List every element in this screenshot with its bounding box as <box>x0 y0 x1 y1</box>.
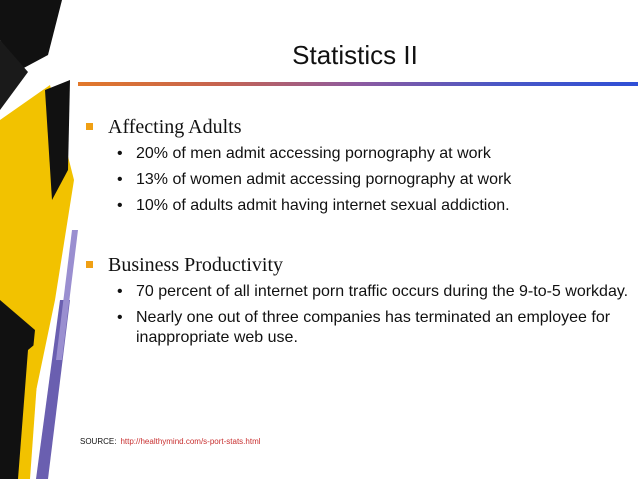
section-business-productivity <box>86 254 629 354</box>
section-heading-label: Affecting Adults <box>108 116 242 138</box>
section-heading <box>86 254 603 280</box>
bullet-dot-icon: • <box>117 197 123 214</box>
list-item <box>114 144 631 164</box>
list-item <box>114 196 631 216</box>
list-item <box>114 308 631 348</box>
square-bullet-icon <box>86 261 93 268</box>
list-item-text: 70 percent of all internet porn traffic occurs during the 9-to-5 workday. <box>136 283 629 300</box>
list-item-text: 13% of women admit accessing pornography at work <box>136 171 512 188</box>
section-heading-label: Business Productivity <box>108 254 284 276</box>
list-item-text: 20% of men admit accessing pornography at work <box>136 145 491 162</box>
source-citation <box>80 437 261 446</box>
list-item-text: 10% of adults admit having internet sexual addiction. <box>136 197 510 214</box>
section-affecting-adults <box>86 116 603 222</box>
title-underline <box>78 82 638 86</box>
bullet-list <box>114 144 631 216</box>
source-link[interactable]: http://healthymind.com/s-port-stats.html <box>120 437 261 446</box>
slide-title: Statistics II <box>292 40 418 70</box>
list-item <box>114 282 631 302</box>
bullet-dot-icon: • <box>117 309 123 326</box>
list-item-text: Nearly one out of three companies has terminated an employee for inappropriate web use. <box>136 309 611 346</box>
bullet-list <box>114 282 631 348</box>
list-item <box>114 170 631 190</box>
bullet-dot-icon: • <box>117 145 123 162</box>
section-heading <box>86 116 603 142</box>
source-label: SOURCE: <box>80 437 117 446</box>
bullet-dot-icon: • <box>117 283 123 300</box>
square-bullet-icon <box>86 123 93 130</box>
left-decoration <box>0 0 110 479</box>
bullet-dot-icon: • <box>117 171 123 188</box>
